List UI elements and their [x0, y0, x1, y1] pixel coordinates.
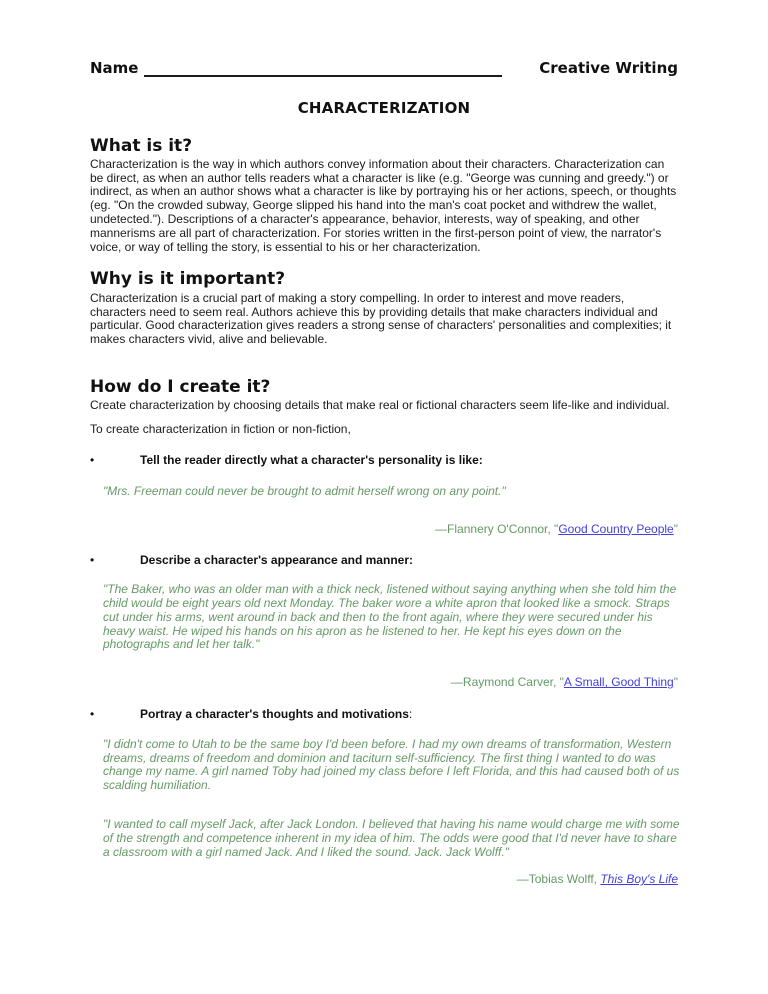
bullet-label-portray-thoughts: Portray a character's thoughts and motivations:	[140, 707, 413, 721]
section-heading-what-is-it: What is it?	[90, 135, 193, 156]
intro-line: To create characterization in fiction or non-fiction,	[90, 422, 351, 437]
section-body-what-is-it: Characterization is the way in which authors convey information about their characters. Characterization can be direct, as when an author tells readers what a character is like (e.g. "George was cunning and greedy.") or indirect, as when an author shows what a character is like by portraying his or her actions, speech, or thoughts (eg. "On the crowded subway, George slipped his hand into the man's coat pocket and withdrew the wallet, undetected."). Descriptions of a character's appearance, behavior, interests, way of speaking, and other mannerisms are all part of characterization. For stories written in the first-person point of view, the narrator's voice, or way of telling the story, is essential to his or her characterization.	[90, 156, 677, 254]
name-label: Name	[90, 59, 139, 77]
section-body-why-important: Characterization is a crucial part of making a story compelling. In order to interest and move readers, characters need to seem real. Authors achieve this by providing details that make characters individual and particular. Good characterization gives readers a strong sense of characters' personalities and complexities; it makes characters vivid, alive and believable.	[90, 290, 672, 347]
bullet-label-tell-directly: Tell the reader directly what a character's personality is like:	[140, 453, 483, 468]
attribution-carver	[90, 676, 678, 690]
quote-oconnor: "Mrs. Freeman could never be brought to admit herself wrong on any point."	[103, 483, 506, 498]
section-heading-how-create: How do I create it?	[90, 377, 271, 398]
bullet-item-portray-thoughts	[90, 708, 678, 722]
attribution-oconnor	[90, 523, 678, 537]
link-this-boys-life[interactable]: This Boy's Life	[600, 872, 678, 887]
bullet-icon: •	[90, 453, 95, 468]
section-body-how-create: Create characterization by choosing details that make real or fictional characters seem life-like and individual.	[90, 398, 670, 413]
attribution-suffix: "	[673, 521, 678, 536]
bullet-icon: •	[90, 553, 95, 568]
attribution-prefix: —Raymond Carver, "	[450, 675, 564, 690]
quote-wolff-paragraph-2: "I wanted to call myself Jack, after Jack London. I believed that having his name would charge me with some of the strength and competence inherent in my idea of him. The odds were good that I'd never have to share a classroom with a girl named Jack. And I liked the sound. Jack. Jack Wolff."	[103, 816, 680, 859]
attribution-wolff	[90, 873, 678, 887]
attribution-suffix: "	[673, 675, 678, 690]
attribution-prefix: —Tobias Wolff,	[516, 872, 601, 887]
section-heading-why-important: Why is it important?	[90, 269, 286, 290]
quote-wolff-paragraph-1: "I didn't come to Utah to be the same boy I'd been before. I had my own dreams of transformation, Western dreams, dreams of freedom and dominion and taciturn self-sufficiency. The first thing I wanted to do was change my name. A girl named Toby had joined my class before I left Florida, and this had caused both of us scalding humiliation.	[103, 736, 680, 793]
name-blank-line	[144, 61, 502, 77]
bullet-label-colon: :	[408, 707, 413, 721]
bullet-item-describe-appearance	[90, 554, 678, 568]
page-header	[90, 60, 678, 77]
quote-carver: "The Baker, who was an older man with a thick neck, listened without saying anything when she told him the child would be eight years old next Monday. The baker wore a white apron that looked like a smock. Straps cut under his arms, went around in back and then to the front again, where they were secured under his heavy waist. He wiped his hands on his apron as he listened to her. He kept his eyes down on the photographs and let her talk."	[103, 582, 677, 652]
bullet-label-describe-appearance: Describe a character's appearance and manner:	[140, 553, 413, 568]
link-a-small-good-thing[interactable]: A Small, Good Thing	[563, 675, 674, 690]
document-title: CHARACTERIZATION	[297, 99, 471, 118]
name-field-group	[90, 60, 502, 77]
link-good-country-people[interactable]: Good Country People	[558, 521, 674, 536]
course-label: Creative Writing	[539, 59, 678, 77]
bullet-item-tell-directly	[90, 454, 678, 468]
bullet-icon: •	[90, 707, 95, 721]
attribution-prefix: —Flannery O'Connor, "	[435, 521, 559, 536]
